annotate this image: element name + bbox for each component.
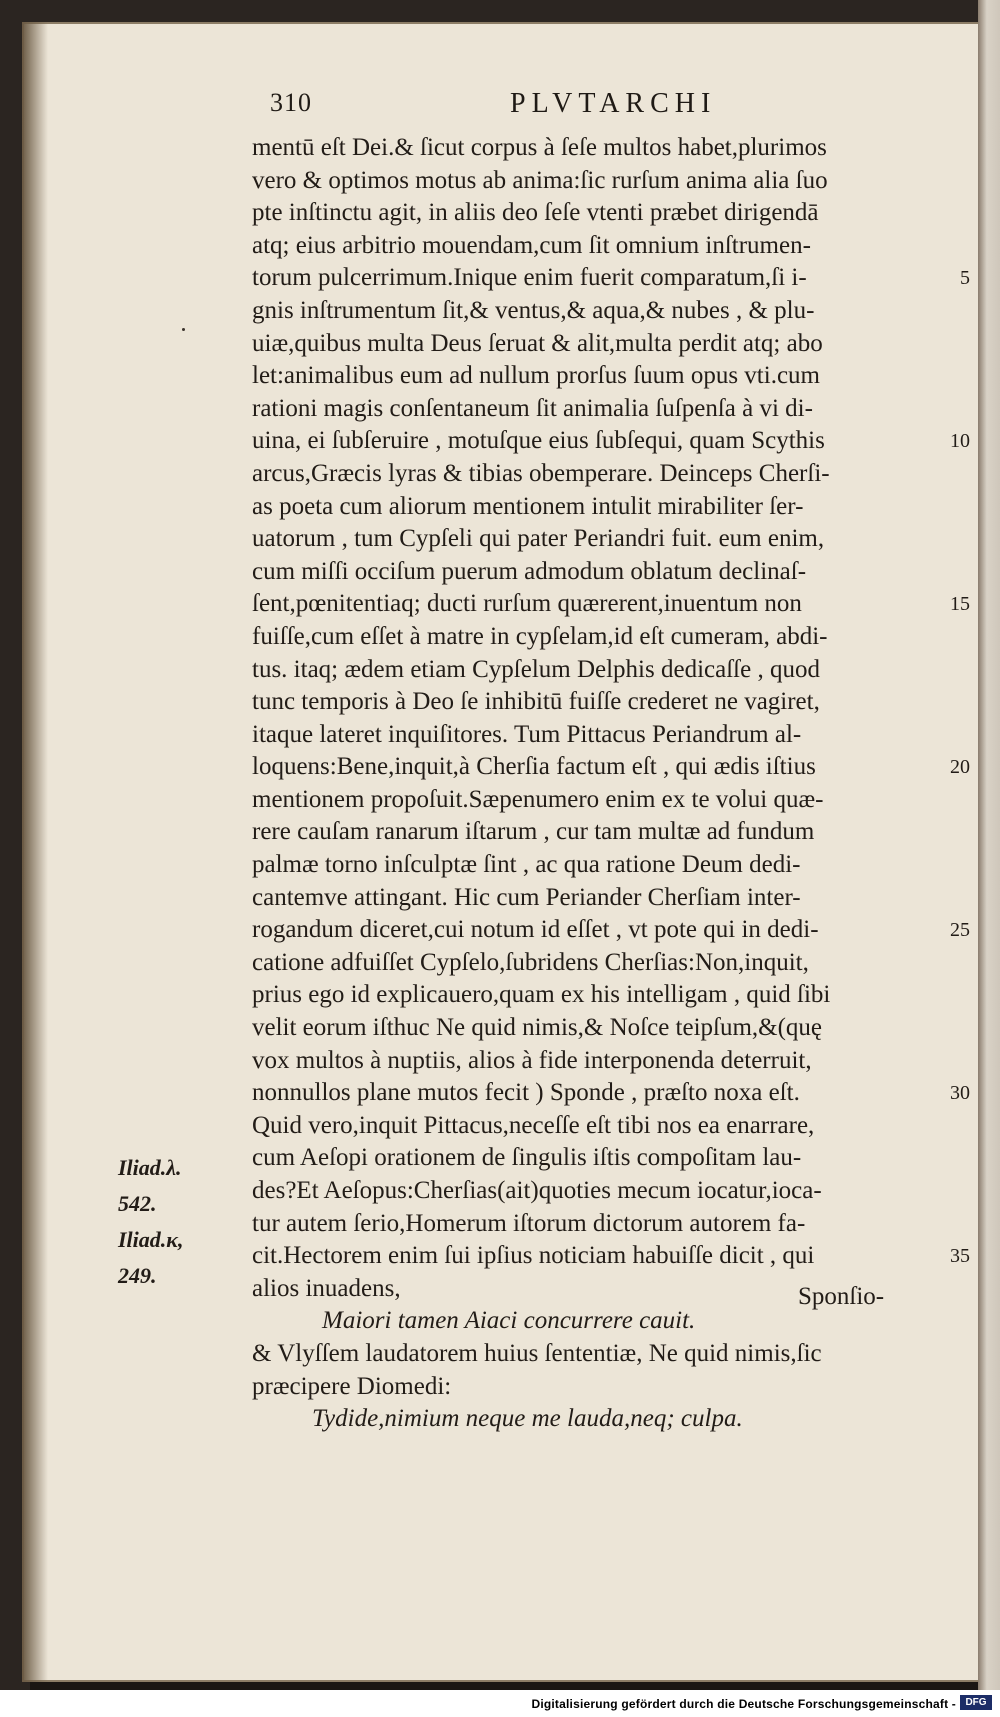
text-line-content: gnis inſtrumentum ſit,& ventus,& aqua,& nubes , & plu-: [252, 296, 815, 324]
text-line: [252, 458, 942, 491]
text-line: [252, 1077, 970, 1110]
text-line: [252, 230, 942, 263]
verse-quote: Maiori tamen Aiaci concurrere cauit.: [322, 1307, 696, 1335]
text-line-content: uiæ,quibus multa Deus ſeruat & alit,multa perdit atq; abo: [252, 329, 823, 357]
margin-note: Iliad.λ.: [118, 1155, 182, 1180]
text-line: [252, 1338, 942, 1371]
text-line-content: as poeta cum aliorum mentionem intulit mirabiliter ſer-: [252, 492, 804, 520]
text-line: [252, 262, 970, 295]
text-line-content: des?Et Aeſopus:Cherſias(ait)quoties mecum iocatur,ioca-: [252, 1177, 822, 1204]
text-line-content: catione adfuiſſet Cypſelo,ſubridens Cherſias:Non,inquit,: [252, 948, 809, 976]
text-line: [252, 882, 942, 915]
margin-notes: [118, 1150, 218, 1294]
text-line: [252, 556, 942, 589]
catchword: Sponſio-: [798, 1283, 885, 1310]
text-line: [252, 947, 942, 980]
text-line-content: rationi magis conſentaneum ſit animalia ſuſpenſa à vi di-: [252, 394, 813, 422]
text-line: [252, 686, 942, 719]
text-line: [252, 295, 942, 328]
text-line: [252, 491, 942, 524]
text-line: [252, 914, 970, 947]
text-line-content: loquens:Bene,inquit,à Cherſia factum eſt , qui ædis iſtius: [252, 753, 816, 781]
text-line-content: palmæ torno inſculptæ ſint , ac qua ratione Deum dedi-: [252, 851, 801, 879]
text-line-content: arcus,Græcis lyras & tibias obemperare. Deinceps Cherſi-: [252, 459, 830, 487]
text-line-content: cum Aeſopi orationem de ſingulis iſtis compoſitam lau-: [252, 1144, 802, 1172]
text-line: [252, 1045, 942, 1078]
text-line: [252, 784, 942, 817]
text-line: [252, 1142, 942, 1175]
text-line: [252, 1175, 942, 1208]
page-number: 310: [270, 88, 312, 117]
text-line: [252, 1110, 942, 1143]
text-line-content: vox multos à nuptiis, alios à fide interponenda deterruit,: [252, 1046, 812, 1074]
line-number: 5: [960, 267, 970, 290]
text-line-content: uina, ei ſubſeruire , motuſque eius ſubſequi, quam Scythis: [252, 427, 825, 455]
text-line: [252, 1240, 970, 1273]
text-line-content: ſent,pœnitentiaq; ducti rurſum quærerent,inuentum non: [252, 590, 802, 618]
verse-quote: Tydide,nimium neque me lauda,neq; culpa.: [312, 1405, 743, 1433]
text-line: [252, 654, 942, 687]
text-line: [252, 360, 942, 393]
text-line-content: nonnullos plane mutos fecit ) Sponde , præſto noxa eſt.: [252, 1079, 800, 1107]
text-line-content: atq; eius arbitrio mouendam,cum ſit omnium inſtrumen-: [252, 231, 811, 259]
text-line-content: vero & optimos motus ab anima:ſic rurſum anima alia ſuo: [252, 166, 828, 194]
text-line: [252, 849, 942, 882]
dfg-logo-icon: DFG: [960, 1695, 992, 1710]
text-line-content: Quid vero,inquit Pittacus,neceſſe eſt tibi nos ea enarrare,: [252, 1111, 815, 1139]
line-number: 15: [950, 593, 970, 616]
line-number: 20: [950, 756, 970, 779]
ink-speck: [182, 328, 185, 331]
text-line-content: pte inſtinctu agit, in aliis deo ſeſe vtenti præbet dirigendā: [252, 199, 819, 227]
text-line: [252, 165, 942, 198]
text-line: [252, 1403, 942, 1436]
text-line-content: cit.Hectorem enim ſui ipſius noticiam habuiſſe dicit , qui: [252, 1242, 815, 1270]
text-line: [252, 425, 970, 458]
text-line: [252, 1208, 942, 1241]
text-line-content: rere cauſam ranarum iſtarum , cur tam multæ ad fundum: [252, 818, 815, 846]
margin-note: 542.: [118, 1191, 157, 1216]
text-line-content: prius ego id explicauero,quam ex his intelligam , quid ſibi: [252, 981, 831, 1009]
text-line: [252, 328, 942, 361]
footer-bar: [0, 1690, 1000, 1717]
text-line: [252, 197, 942, 230]
margin-note: 249.: [118, 1263, 157, 1288]
text-line-content: tur autem ſerio,Homerum iſtorum dictorum autorem fa-: [252, 1209, 806, 1237]
text-line: præcipere Diomedi:: [252, 1372, 452, 1400]
text-line: [252, 816, 942, 849]
text-line: [252, 393, 942, 426]
text-line: [252, 751, 970, 784]
line-number: 35: [950, 1245, 970, 1268]
text-line: [252, 132, 942, 165]
text-line-content: tunc temporis à Deo ſe inhibitū fuiſſe crederet ne vagiret,: [252, 688, 820, 716]
text-line: [252, 1371, 942, 1404]
margin-note: Iliad.κ,: [118, 1227, 184, 1252]
line-number: 30: [950, 1082, 970, 1105]
footer-credit: Digitalisierung gefördert durch die Deutsche Forschungsgemeinschaft -: [531, 1697, 956, 1711]
page-header: [270, 88, 760, 124]
text-line: [252, 979, 942, 1012]
text-line: & Vlyſſem laudatorem huius ſententiæ, Ne quid nimis,ſic: [252, 1339, 822, 1367]
text-line-content: alios inuadens,: [252, 1274, 401, 1302]
text-line-content: torum pulcerrimum.Inique enim fuerit comparatum,ſi i-: [252, 264, 807, 292]
text-line-content: rogandum diceret,cui notum id eſſet , vt pote qui in dedi-: [252, 916, 819, 944]
text-line-content: cantemve attingant. Hic cum Periander Cherſiam inter-: [252, 883, 801, 911]
text-line-content: uatorum , tum Cypſeli qui pater Periandri fuit. eum enim,: [252, 525, 825, 553]
text-line-content: mentū eſt Dei.& ſicut corpus à ſeſe multos habet,plurimos: [252, 134, 827, 161]
text-line-content: velit eorum iſthuc Ne quid nimis,& Noſce teipſum,&(quę: [252, 1014, 823, 1042]
text-line: [252, 621, 942, 654]
text-line: [252, 719, 942, 752]
text-line-content: cum miſſi occiſum puerum admodum oblatum declinaſ-: [252, 557, 807, 585]
line-number: 25: [950, 919, 970, 942]
page-gutter-shadow: [22, 22, 48, 1682]
text-line: [252, 523, 942, 556]
body-text: [252, 132, 970, 1436]
text-line: [252, 588, 970, 621]
text-line-content: tus. itaq; ædem etiam Cypſelum Delphis dedicaſſe , quod: [252, 655, 820, 683]
text-line-content: itaque lateret inquiſitores. Tum Pittacus Periandrum al-: [252, 720, 802, 748]
text-line: [252, 1012, 942, 1045]
running-head: PLVTARCHI: [510, 88, 717, 119]
text-line-content: let:animalibus eum ad nullum prorſus ſuum opus vti.cum: [252, 362, 820, 390]
text-line-content: mentionem propoſuit.Sæpenumero enim ex te volui quæ-: [252, 785, 824, 813]
scan-edge-strip: [978, 0, 1000, 1690]
line-number: 10: [950, 430, 970, 453]
text-line-content: fuiſſe,cum eſſet à matre in cypſelam,id eſt cumeram, abdi-: [252, 622, 828, 650]
